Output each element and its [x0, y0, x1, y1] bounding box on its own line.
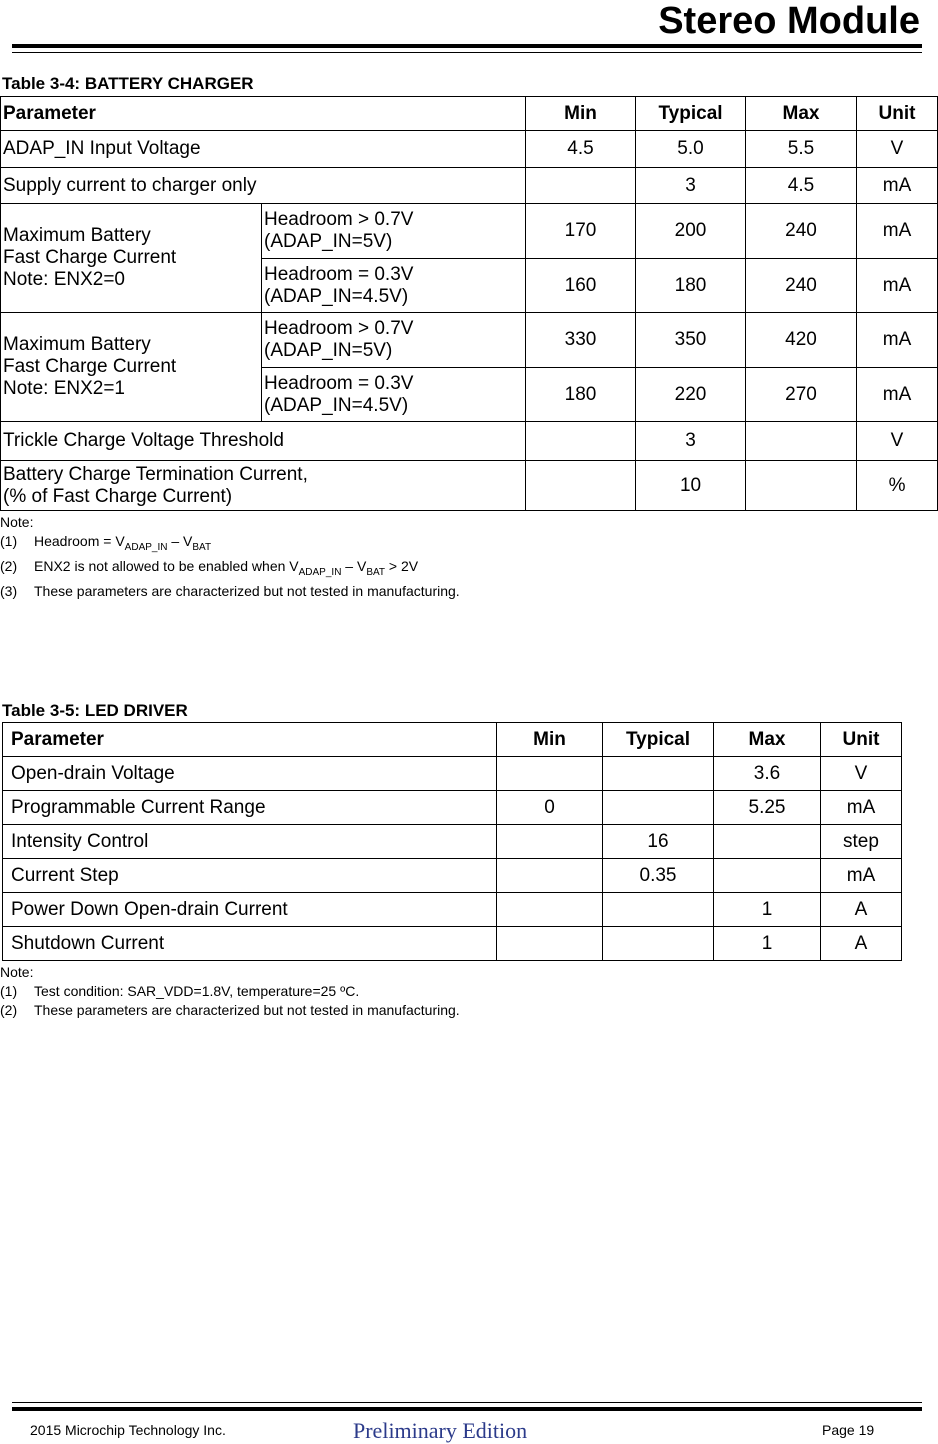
- cell-param: ADAP_IN Input Voltage: [1, 131, 526, 168]
- cell-min: [497, 893, 603, 927]
- cell-min: [497, 859, 603, 893]
- battery-charger-table: [0, 96, 938, 511]
- condition-line: Headroom > 0.7V: [264, 318, 414, 339]
- cell-min: [526, 422, 636, 461]
- group-label-line: Note: ENX2=0: [3, 269, 125, 290]
- param-line: (% of Fast Charge Current): [3, 485, 233, 507]
- header-parameter: Parameter: [1, 97, 526, 131]
- cell-min: 180: [526, 368, 636, 422]
- header-typical: Typical: [636, 97, 746, 131]
- note-number: (1): [0, 983, 18, 999]
- cell-min: [526, 168, 636, 204]
- note-text: These parameters are characterized but not tested in manufacturing.: [34, 582, 460, 599]
- note-number: (3): [0, 582, 18, 599]
- cell-max: 240: [746, 259, 857, 313]
- cell-max: [714, 825, 821, 859]
- cell-group-label: [1, 313, 262, 422]
- group-label-line: Note: ENX2=1: [3, 378, 125, 399]
- note-text: – V: [167, 533, 193, 549]
- battery-notes: [0, 513, 460, 601]
- header-rule-thick: [12, 44, 922, 48]
- table-row: [1, 131, 938, 168]
- header-parameter: Parameter: [3, 723, 497, 757]
- note-text: – V: [341, 557, 367, 574]
- cell-max: [714, 859, 821, 893]
- header-min: Min: [497, 723, 603, 757]
- cell-max: 5.25: [714, 791, 821, 825]
- note-subscript: ADAP_IN: [124, 541, 168, 553]
- battery-table-caption: Table 3-4: BATTERY CHARGER: [2, 74, 254, 93]
- cell-unit: mA: [857, 368, 938, 422]
- table-row: [3, 927, 902, 961]
- note-text: > 2V: [385, 557, 419, 574]
- condition-line: (ADAP_IN=4.5V): [264, 285, 409, 307]
- cell-unit: mA: [857, 313, 938, 368]
- table-row: [3, 859, 902, 893]
- header-rule-thin: [12, 52, 922, 53]
- notes-title: Note:: [0, 964, 34, 980]
- cell-max: [746, 422, 857, 461]
- table-row: [1, 168, 938, 204]
- cell-max: 270: [746, 368, 857, 422]
- cell-typical: 350: [636, 313, 746, 368]
- condition-line: (ADAP_IN=5V): [264, 231, 393, 252]
- cell-param: Open-drain Voltage: [3, 757, 497, 791]
- cell-typical: 200: [636, 204, 746, 259]
- led-table-caption: Table 3-5: LED DRIVER: [2, 701, 188, 720]
- cell-typical: 180: [636, 259, 746, 313]
- header-max: Max: [746, 97, 857, 131]
- table-row: [1, 204, 938, 259]
- note-subscript: BAT: [366, 566, 386, 578]
- cell-param: Intensity Control: [3, 825, 497, 859]
- cell-min: 0: [497, 791, 603, 825]
- note-number: (2): [0, 1002, 18, 1018]
- footer-rule-thin: [12, 1402, 922, 1403]
- note-subscript: BAT: [192, 541, 212, 553]
- cell-param: Shutdown Current: [3, 927, 497, 961]
- note-number: (2): [0, 557, 18, 574]
- cell-max: 420: [746, 313, 857, 368]
- condition-line: Headroom = 0.3V: [264, 263, 414, 285]
- header-unit: Unit: [821, 723, 902, 757]
- note-item: [0, 982, 460, 1001]
- led-notes: [0, 963, 460, 1020]
- cell-typical: [603, 893, 714, 927]
- led-driver-table: [2, 722, 902, 961]
- cell-min: 160: [526, 259, 636, 313]
- cell-min: [497, 757, 603, 791]
- header-min: Min: [526, 97, 636, 131]
- table-row: [3, 791, 902, 825]
- table-row: [3, 757, 902, 791]
- cell-typical: 0.35: [603, 859, 714, 893]
- header-unit: Unit: [857, 97, 938, 131]
- cell-condition: [262, 204, 526, 259]
- cell-condition: [262, 313, 526, 368]
- header-max: Max: [714, 723, 821, 757]
- cell-param: Current Step: [3, 859, 497, 893]
- table-header-row: [1, 97, 938, 131]
- cell-min: 170: [526, 204, 636, 259]
- note-text: ENX2 is not allowed to be enabled when V: [34, 557, 299, 574]
- group-label-line: Maximum Battery: [3, 225, 151, 246]
- cell-param: Supply current to charger only: [1, 168, 526, 204]
- footer-copyright: 2015 Microchip Technology Inc.: [30, 1422, 226, 1438]
- footer-page-number: Page 19: [822, 1422, 875, 1438]
- cell-param: [1, 461, 526, 511]
- cell-unit: step: [821, 825, 902, 859]
- param-line: Battery Charge Termination Current,: [3, 463, 308, 485]
- cell-unit: mA: [857, 259, 938, 313]
- note-text: These parameters are characterized but not tested in manufacturing.: [34, 1002, 460, 1018]
- cell-condition: [262, 368, 526, 422]
- table-header-row: [3, 723, 902, 757]
- group-label-line: Fast Charge Current: [3, 247, 177, 268]
- table-row: [3, 893, 902, 927]
- footer-edition: Preliminary Edition: [353, 1418, 528, 1443]
- cell-max: 3.6: [714, 757, 821, 791]
- note-item: [0, 1001, 460, 1020]
- cell-unit: A: [821, 893, 902, 927]
- cell-unit: V: [857, 422, 938, 461]
- cell-condition: [262, 259, 526, 313]
- cell-typical: 10: [636, 461, 746, 511]
- cell-typical: [603, 927, 714, 961]
- cell-group-label: [1, 204, 262, 313]
- note-number: (1): [0, 533, 18, 549]
- header-typical: Typical: [603, 723, 714, 757]
- cell-max: 4.5: [746, 168, 857, 204]
- cell-unit: mA: [821, 791, 902, 825]
- table-row: [1, 313, 938, 368]
- page-title: Stereo Module: [658, 0, 920, 42]
- note-text: Headroom = V: [34, 533, 125, 549]
- condition-line: (ADAP_IN=5V): [264, 340, 393, 361]
- cell-max: 240: [746, 204, 857, 259]
- table-row: [3, 825, 902, 859]
- cell-typical: 5.0: [636, 131, 746, 168]
- cell-unit: A: [821, 927, 902, 961]
- cell-typical: 3: [636, 422, 746, 461]
- cell-max: 5.5: [746, 131, 857, 168]
- group-label-line: Fast Charge Current: [3, 356, 177, 377]
- note-item: [0, 582, 460, 601]
- footer-rule-thick: [12, 1407, 922, 1411]
- cell-min: 330: [526, 313, 636, 368]
- cell-min: [497, 825, 603, 859]
- group-label-line: Maximum Battery: [3, 334, 151, 355]
- condition-line: Headroom = 0.3V: [264, 372, 414, 394]
- condition-line: (ADAP_IN=4.5V): [264, 394, 409, 416]
- cell-max: [746, 461, 857, 511]
- cell-max: 1: [714, 927, 821, 961]
- cell-typical: 16: [603, 825, 714, 859]
- cell-unit: mA: [857, 204, 938, 259]
- condition-line: Headroom > 0.7V: [264, 209, 414, 230]
- cell-typical: 220: [636, 368, 746, 422]
- note-item: [0, 532, 460, 557]
- cell-param: Power Down Open-drain Current: [3, 893, 497, 927]
- note-item: [0, 557, 460, 582]
- cell-unit: mA: [821, 859, 902, 893]
- note-text: Test condition: SAR_VDD=1.8V, temperature=25 ºC.: [34, 983, 360, 999]
- cell-min: [526, 461, 636, 511]
- cell-unit: mA: [857, 168, 938, 204]
- cell-typical: [603, 791, 714, 825]
- table-row: [1, 461, 938, 511]
- cell-typical: 3: [636, 168, 746, 204]
- notes-title: Note:: [0, 514, 34, 530]
- cell-param: Trickle Charge Voltage Threshold: [1, 422, 526, 461]
- cell-typical: [603, 757, 714, 791]
- cell-max: 1: [714, 893, 821, 927]
- cell-unit: %: [857, 461, 938, 511]
- note-subscript: ADAP_IN: [298, 566, 342, 578]
- table-row: [1, 422, 938, 461]
- cell-unit: V: [821, 757, 902, 791]
- cell-param: Programmable Current Range: [3, 791, 497, 825]
- cell-min: 4.5: [526, 131, 636, 168]
- cell-unit: V: [857, 131, 938, 168]
- cell-min: [497, 927, 603, 961]
